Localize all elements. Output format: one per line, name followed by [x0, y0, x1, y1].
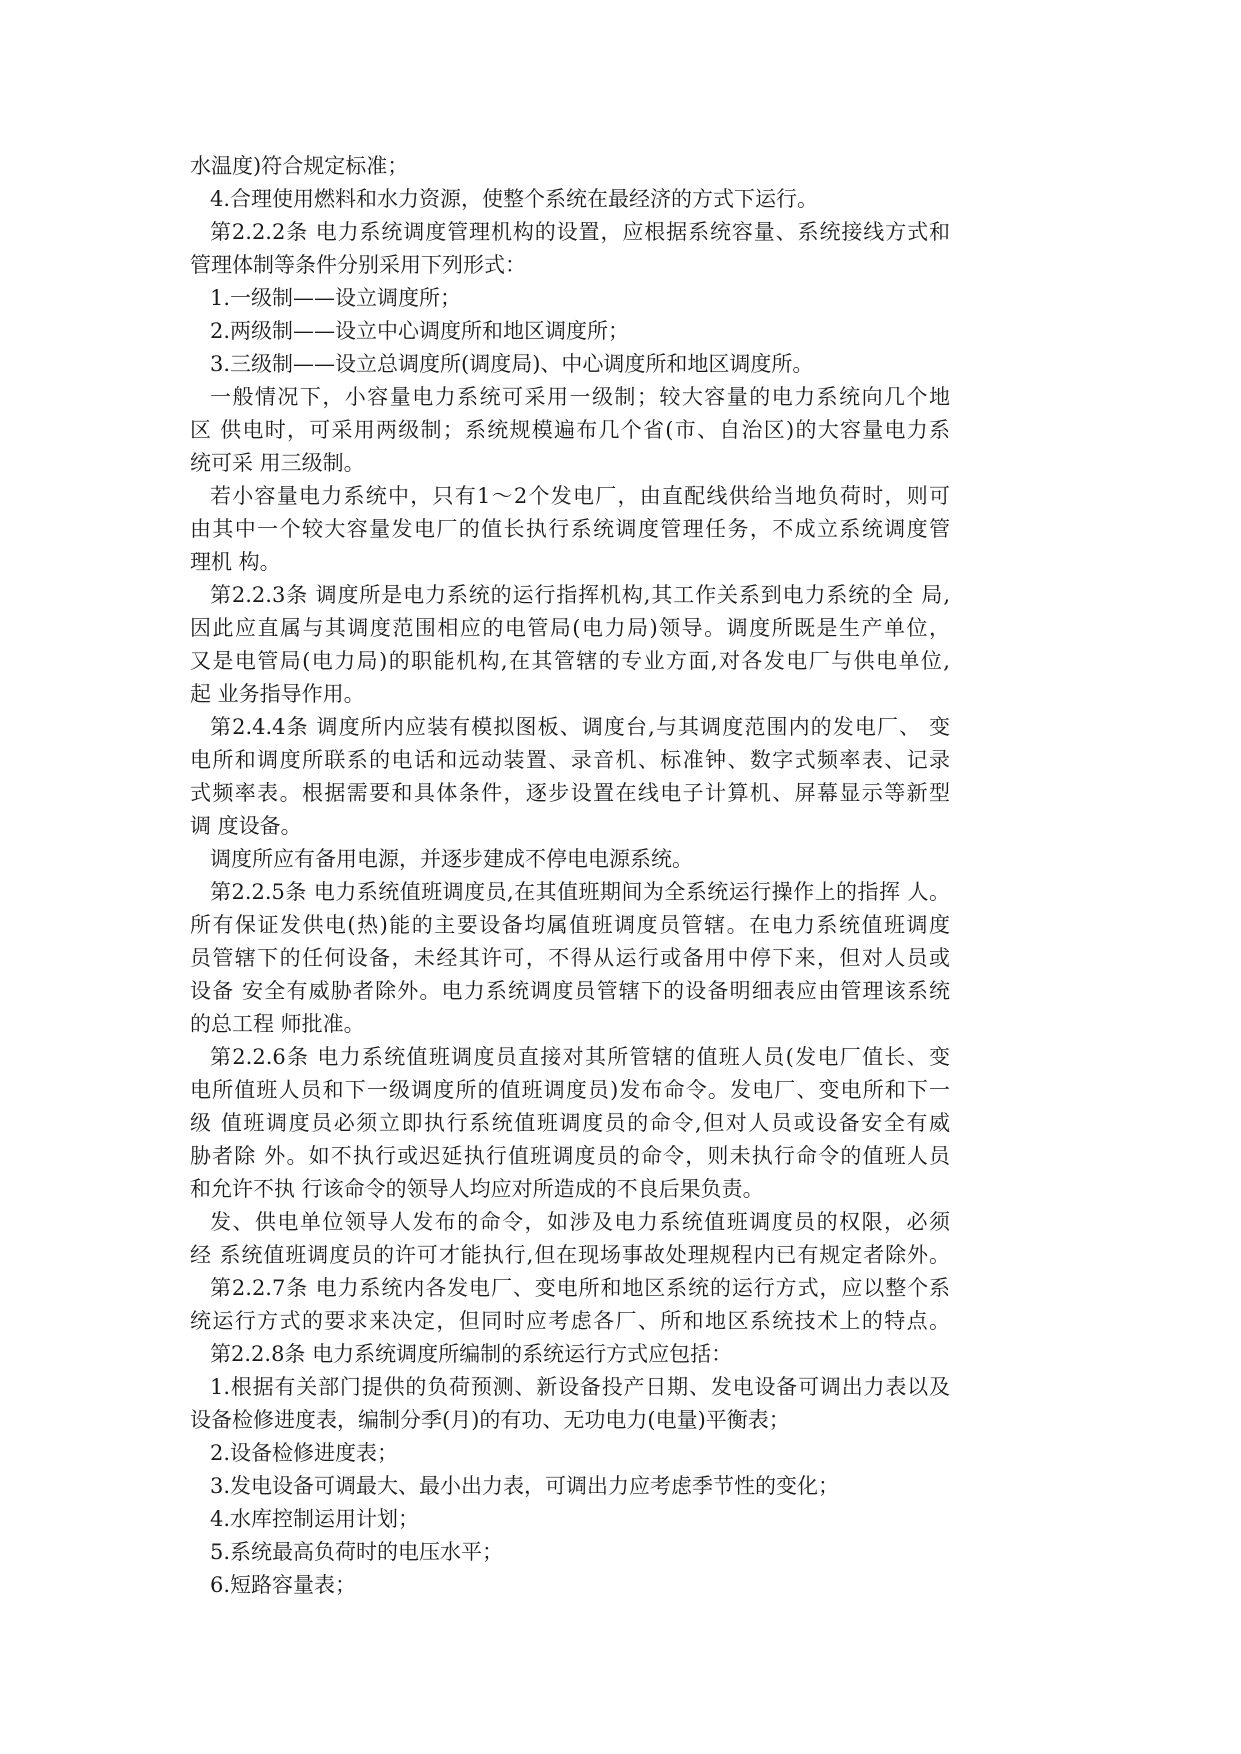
text-line: 4.水库控制运用计划；	[210, 1507, 420, 1531]
text-line: 1.一级制——设立调度所；	[210, 286, 462, 310]
text-line: 第2.2.8条 电力系统调度所编制的系统运行方式应包括：	[210, 1342, 733, 1366]
text-line: 一般情况下，小容量电力系统可采用一级制；较大容量的电力系统向几个地	[210, 385, 950, 409]
text-line: 因此应直属与其调度范围相应的电管局(电力局)领导。调度所既是生产单位，	[190, 616, 950, 640]
text-line: 第2.2.7条 电力系统内各发电厂、变电所和地区系统的运行方式，应以整个系	[210, 1276, 950, 1300]
text-line: 和允许不执 行该命令的领导人均应对所造成的不良后果负责。	[190, 1177, 764, 1201]
text-line: 第2.2.2条 电力系统调度管理机构的设置，应根据系统容量、系统接线方式和	[210, 220, 950, 244]
text-line: 管理体制等条件分别采用下列形式：	[190, 253, 526, 277]
text-line: 所有保证发供电(热)能的主要设备均属值班调度员管辖。在电力系统值班调度	[190, 913, 950, 937]
text-line: 理机 构。	[190, 550, 281, 574]
text-line: 第2.2.3条 调度所是电力系统的运行指挥机构,其工作关系到电力系统的全 局,	[210, 583, 950, 607]
text-line: 统可采 用三级制。	[190, 451, 365, 475]
text-line: 级 值班调度员必须立即执行系统值班调度员的命令,但对人员或设备安全有威	[190, 1111, 950, 1135]
text-line: 3.发电设备可调最大、最小出力表，可调出力应考虑季节性的变化；	[210, 1474, 840, 1498]
text-line: 胁者除 外。如不执行或迟延执行值班调度员的命令，则未执行命令的值班人员	[190, 1144, 950, 1168]
text-line: 统运行方式的要求来决定，但同时应考虑各厂、所和地区系统技术上的特点。	[190, 1309, 950, 1333]
text-line: 水温度)符合规定标准；	[190, 154, 409, 178]
text-line: 若小容量电力系统中，只有1～2个发电厂，由直配线供给当地负荷时，则可	[210, 484, 950, 508]
text-line: 6.短路容量表；	[210, 1573, 357, 1597]
text-line: 经 系统值班调度员的许可才能执行,但在现场事故处理规程内已有规定者除外。	[190, 1243, 950, 1267]
text-line: 第2.4.4条 调度所内应装有模拟图板、调度台,与其调度范围内的发电厂、 变	[210, 715, 950, 739]
text-line: 调 度设备。	[190, 814, 302, 838]
text-line: 第2.2.5条 电力系统值班调度员,在其值班期间为全系统运行操作上的指挥 人。	[210, 880, 950, 904]
text-line: 区 供电时，可采用两级制；系统规模遍布几个省(市、自治区)的大容量电力系	[190, 418, 950, 442]
text-line: 1.根据有关部门提供的负荷预测、新设备投产日期、发电设备可调出力表以及	[210, 1375, 950, 1399]
document-page	[190, 150, 950, 1602]
text-line: 式频率表。根据需要和具体条件，逐步设置在线电子计算机、屏幕显示等新型	[190, 781, 950, 805]
text-line: 3.三级制——设立总调度所(调度局)、中心调度所和地区调度所。	[210, 352, 814, 376]
text-line: 由其中一个较大容量发电厂的值长执行系统调度管理任务，不成立系统调度管	[190, 517, 950, 541]
text-line: 电所和调度所联系的电话和远动装置、录音机、标准钟、数字式频率表、记录	[190, 748, 950, 772]
text-line: 设备检修进度表，编制分季(月)的有功、无功电力(电量)平衡表；	[190, 1408, 790, 1432]
text-line: 4.合理使用燃料和水力资源，使整个系统在最经济的方式下运行。	[210, 187, 819, 211]
text-line: 又是电管局(电力局)的职能机构,在其管辖的专业方面,对各发电厂与供电单位,	[190, 649, 950, 673]
text-line: 2.两级制——设立中心调度所和地区调度所；	[210, 319, 630, 343]
text-line: 2.设备检修进度表；	[210, 1441, 399, 1465]
text-line: 调度所应有备用电源，并逐步建成不停电电源系统。	[210, 847, 693, 871]
text-line: 第2.2.6条 电力系统值班调度员直接对其所管辖的值班人员(发电厂值长、变	[210, 1045, 950, 1069]
text-line: 设备 安全有威胁者除外。电力系统调度员管辖下的设备明细表应由管理该系统	[190, 979, 950, 1003]
text-line: 发、供电单位领导人发布的命令，如涉及电力系统值班调度员的权限，必须	[210, 1210, 950, 1234]
text-line: 起 业务指导作用。	[190, 682, 365, 706]
text-line: 的总工程 师批准。	[190, 1012, 365, 1036]
text-line: 员管辖下的任何设备，未经其许可，不得从运行或备用中停下来，但对人员或	[190, 946, 950, 970]
text-line: 5.系统最高负荷时的电压水平；	[210, 1540, 504, 1564]
text-line: 电所值班人员和下一级调度所的值班调度员)发布命令。发电厂、变电所和下一	[190, 1078, 950, 1102]
